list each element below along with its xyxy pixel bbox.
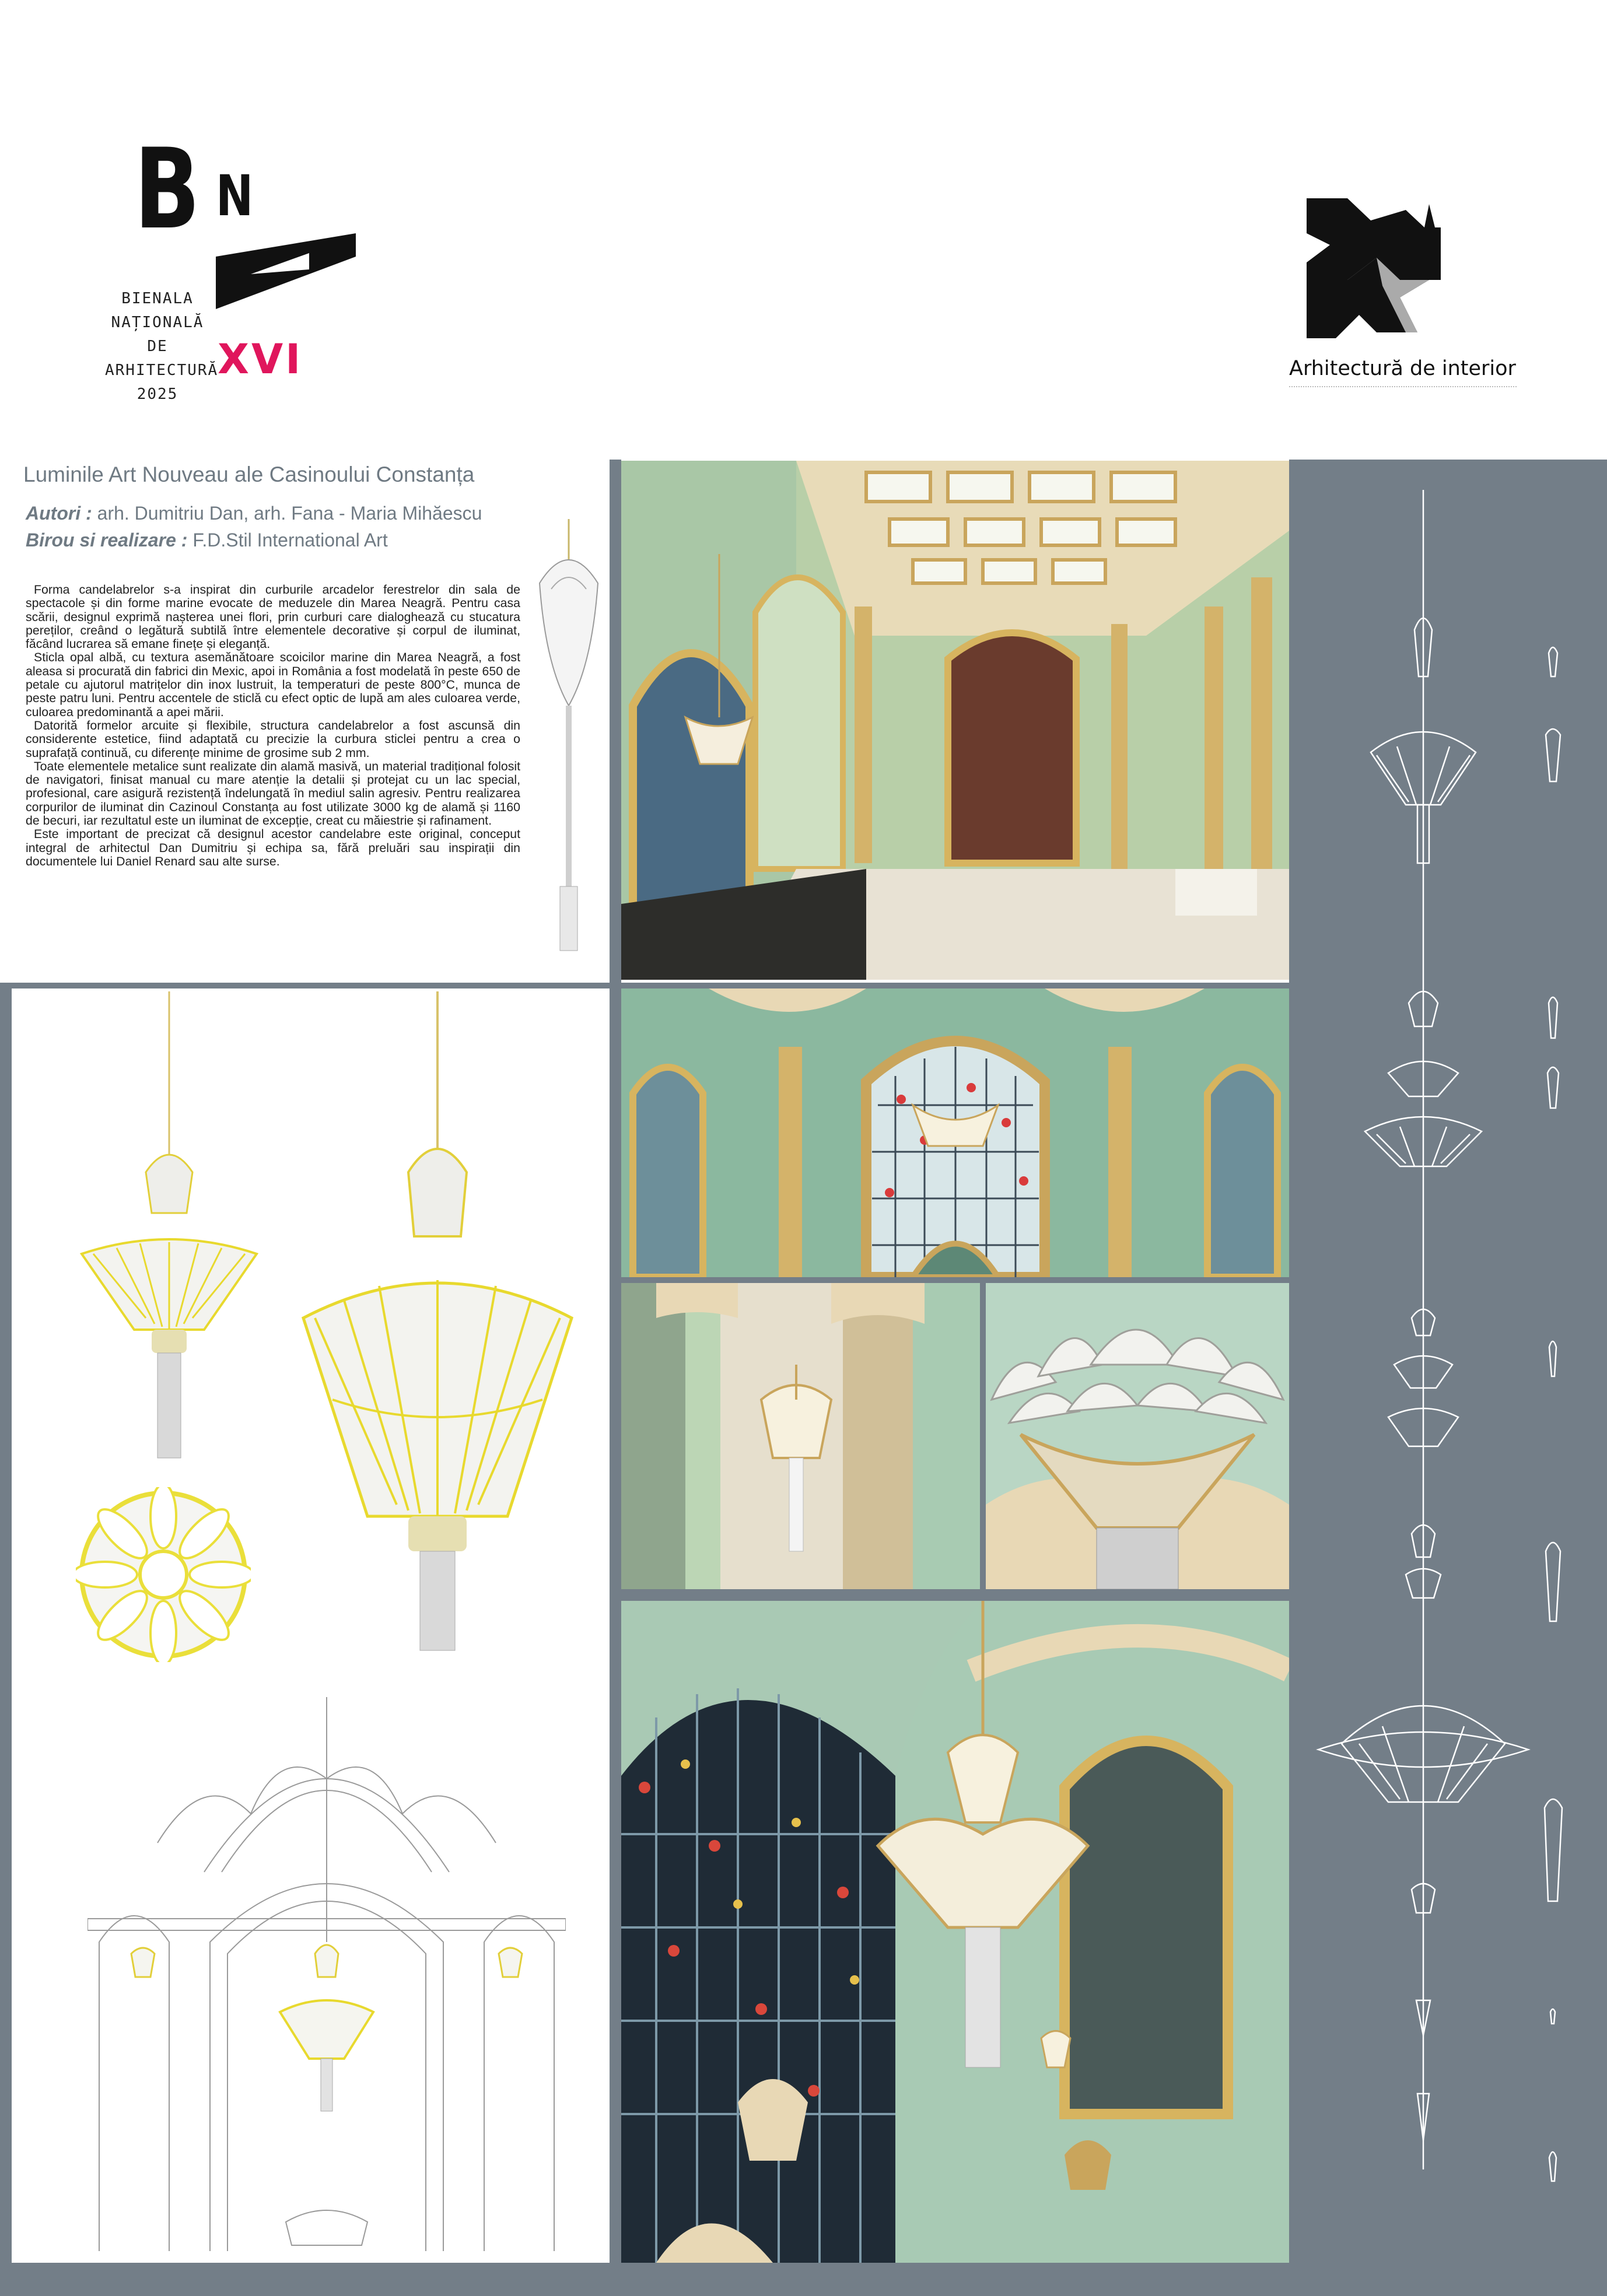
page-title: Luminile Art Nouveau ale Casinoului Constanța <box>23 462 475 486</box>
photo-chandelier-closeup <box>986 1283 1289 1589</box>
sconce-render <box>528 513 607 956</box>
logo-subtitle-line: ARHITECTURĂ <box>105 362 219 379</box>
authors-line <box>26 503 482 524</box>
logo-letter-b: B <box>134 125 198 254</box>
interior-architecture-icon <box>1289 192 1441 344</box>
logo-subtitle-line: NAȚIONALĂ <box>111 314 204 331</box>
description-text <box>26 583 520 868</box>
description-paragraph: Sticla opal albă, cu textura asemănătoare scoicilor marine din Marea Neagră, a fost aleasa si procurată din fabrici din Mexic, apoi in România a fost modelată în peste 650 de petale cu ajutorul matrițelor din inox lustruit, la temperaturi de peste 800°C, munca de peste patru luni. Pentru accentele de sticlă cu efect optic de lupă am ales culoarea verde, culoarea predominantă a apei mării. <box>26 650 520 719</box>
description-paragraph: Este important de precizat că designul acestor candelabre este original, conceput integral de arhitectul Dan Dumitriu și echipa sa, fără preluări sau inspirații din documentele lui Daniel Renard sau alte surse. <box>26 827 520 868</box>
category-logo <box>1286 192 1520 391</box>
bna-logo <box>105 125 356 408</box>
logo-letter-n: N <box>216 163 254 229</box>
photo-hall-interior <box>621 461 1289 980</box>
photo-wall-sconce <box>621 1283 980 1589</box>
wall-elevation-drawing <box>87 1697 566 2251</box>
office-value: F.D.Stil International Art <box>187 530 388 551</box>
description-paragraph: Datorită formelor arcuite și flexibile, structura candelabrelor a fost ascunsă din considerente estetice, fiind adaptată cu precizie la curbura sticlei pentru a crea o suprafață continuă, cu diferențe minime de grosime sub 2 mm. <box>26 718 520 760</box>
photo-stained-window <box>621 988 1289 1277</box>
logo-letter-a-shape <box>216 233 356 309</box>
chandelier-render-large <box>297 991 577 1656</box>
category-underline <box>1289 386 1517 387</box>
technical-drawings <box>1301 490 1598 2263</box>
chandelier-render-small <box>70 991 268 1464</box>
logo-subtitle-line: BIENALA <box>121 290 194 307</box>
authors-value: arh. Dumitriu Dan, arh. Fana - Maria Mihăescu <box>92 503 482 524</box>
description-paragraph: Forma candelabrelor s-a inspirat din curburile arcadelor ferestrelor din sala de spectacole și din forme marine evocate de meduzele din Marea Neagră. Pentru casa scării, designul exprimă nașterea unei flori, prin curburi care dialoghează cu stucatura pereților, creând o legătură subtilă între elementele decorative și corpul de iluminat, făcând lucrarea să emane finețe și eleganță. <box>26 583 520 651</box>
office-line <box>26 530 388 551</box>
logo-subtitle-line: 2025 <box>136 385 178 403</box>
logo-subtitle-line: DE <box>147 338 168 355</box>
gray-frame-strip <box>610 460 621 984</box>
chandelier-rosette-render <box>76 1487 251 1662</box>
logo-subtitle <box>105 287 219 406</box>
logo-edition: XVI <box>218 335 303 383</box>
office-label: Birou si realizare : <box>26 530 188 551</box>
category-label: Arhitectură de interior <box>1289 357 1516 380</box>
photo-stairwell-chandelier <box>621 1601 1289 2263</box>
authors-label: Autori : <box>26 503 92 524</box>
description-paragraph: Toate elementele metalice sunt realizate din alamă masivă, un material tradițional folosit de navigatori, finisat manual cu mare atenție la detalii și protejat cu un lac special, profesional, care asigură rezistență îndelungată în mediul salin agresiv. Pentru realizarea corpurilor de iluminat din Cazinoul Constanța au fost utilizate 3000 kg de alamă și 1160 de becuri, iar rezultatul este un iluminat de excepție, creat cu măiestrie și rafinament. <box>26 759 520 828</box>
